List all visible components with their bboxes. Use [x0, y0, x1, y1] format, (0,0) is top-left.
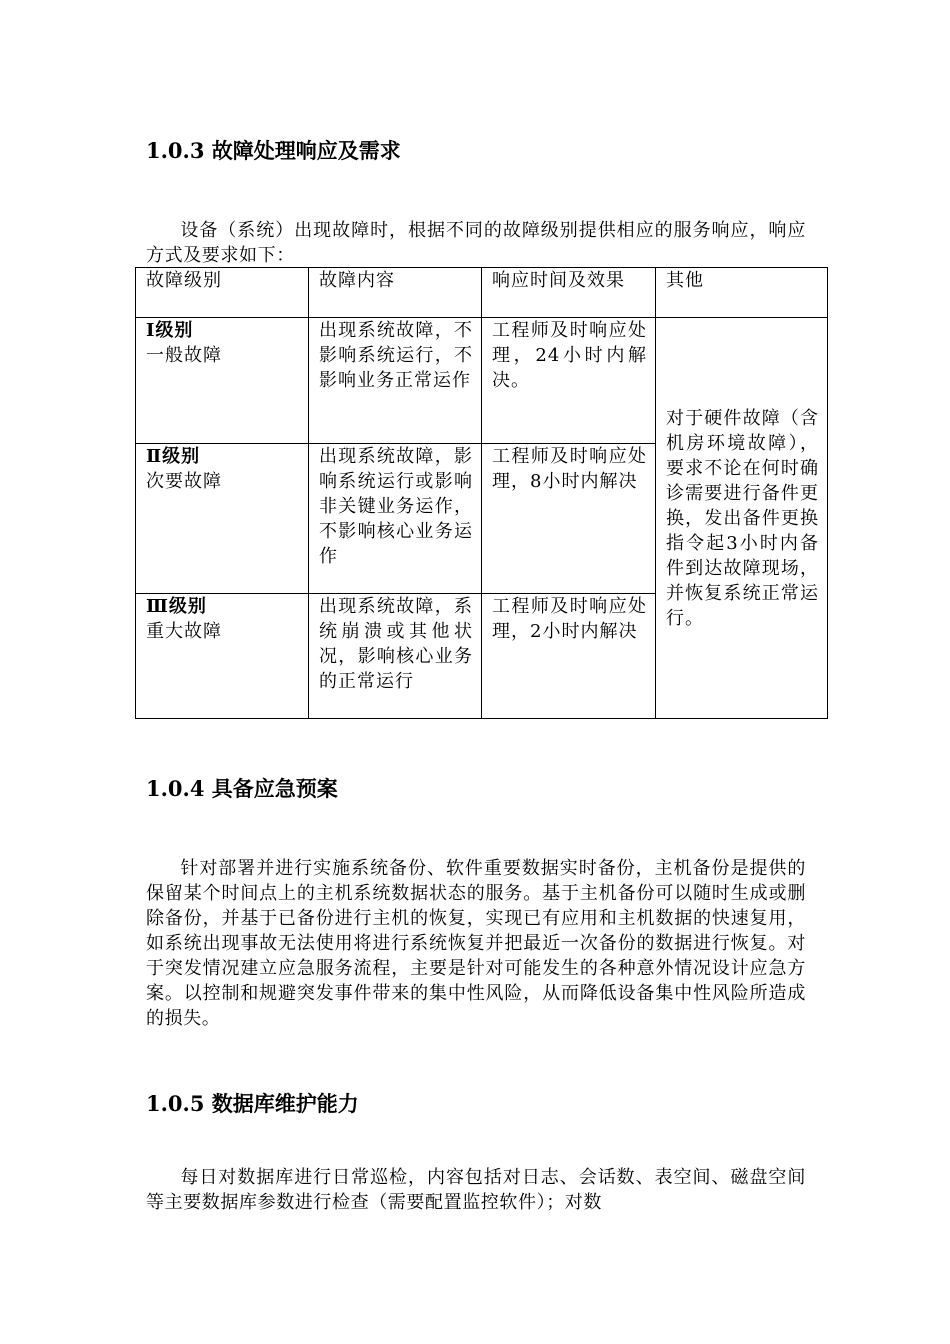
emergency-text: 针对部署并进行实施系统备份、软件重要数据实时备份，主机备份是提供的保留某个时间点上的主机系统数据状态的服务。基于主机备份可以随时生成或删除备份，并基于已备份进行主机的恢复，实现已有应用和主机数据的快速复用，如系统出现事故无法使用将进行系统恢复并把最近一次备份的数据进行恢复。对于突发情况建立应急服务流程，主要是针对可能发生的各种意外情况设计应急方案。以控制和规避突发事件带来的集中性风险，从而降低设备集中性风险所造成的损失。	[146, 858, 806, 1029]
section-heading-1-0-4: 1.0.4 具备应急预案	[146, 776, 338, 801]
response-cell: 工程师及时响应处理，8小时内解决	[482, 444, 656, 594]
content-cell: 出现系统故障，系统崩溃或其他状况，影响核心业务的正常运行	[309, 594, 482, 719]
intro-paragraph	[146, 218, 806, 268]
level-cell	[136, 594, 309, 719]
level-cell	[136, 318, 309, 444]
emergency-paragraph	[146, 856, 806, 1031]
response-cell: 工程师及时响应处理，2小时内解决	[482, 594, 656, 719]
section-heading-1-0-5: 1.0.5 数据库维护能力	[146, 1091, 359, 1116]
level-label: Ⅱ级别	[146, 446, 201, 467]
intro-text: 设备（系统）出现故障时，根据不同的故障级别提供相应的服务响应，响应方式及要求如下：	[146, 220, 806, 266]
level-name: 重大故障	[146, 621, 222, 642]
header-cell: 故障内容	[309, 268, 482, 318]
level-name: 一般故障	[146, 345, 222, 366]
table-row	[136, 318, 828, 444]
content-cell: 出现系统故障，不影响系统运行，不影响业务正常运作	[309, 318, 482, 444]
header-cell: 响应时间及效果	[482, 268, 656, 318]
db-paragraph	[146, 1165, 806, 1215]
content-cell: 出现系统故障，影响系统运行或影响非关键业务运作，不影响核心业务运作	[309, 444, 482, 594]
header-cell: 其他	[656, 268, 828, 318]
level-cell	[136, 444, 309, 594]
level-label: Ⅲ级别	[146, 596, 207, 617]
section-heading-1-0-3: 1.0.3 故障处理响应及需求	[146, 138, 401, 163]
other-cell: 对于硬件故障（含机房环境故障），要求不论在何时确诊需要进行备件更换，发出备件更换指令起3小时内备件到达故障现场，并恢复系统正常运行。	[656, 318, 828, 719]
response-cell: 工程师及时响应处理，24小时内解决。	[482, 318, 656, 444]
header-cell: 故障级别	[136, 268, 309, 318]
table-header-row	[136, 268, 828, 318]
db-text: 每日对数据库进行日常巡检，内容包括对日志、会话数、表空间、磁盘空间等主要数据库参数进行检查（需要配置监控软件）；对数	[146, 1167, 806, 1213]
fault-level-table	[135, 267, 828, 719]
level-name: 次要故障	[146, 471, 222, 492]
level-label: Ⅰ级别	[146, 320, 194, 341]
